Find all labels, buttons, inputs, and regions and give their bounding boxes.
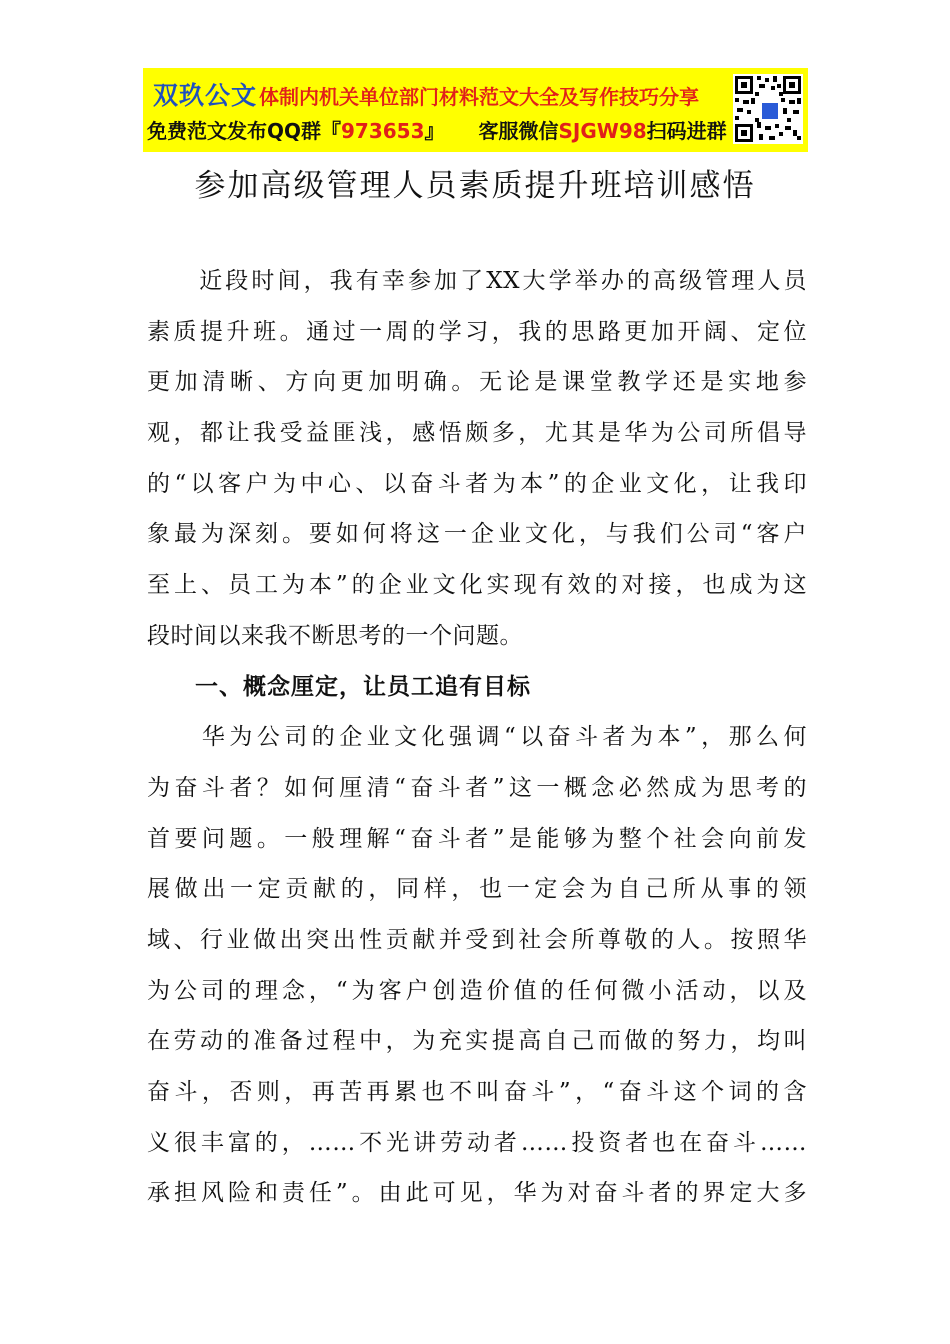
banner-wechat-suffix: 扫码进群 <box>646 119 727 143</box>
body-line: 更加清晰、方向更加明确。无论是课堂教学还是实地参 <box>147 369 807 396</box>
banner-qq-number: 973653 <box>341 119 425 143</box>
qr-code-icon[interactable] <box>733 74 803 144</box>
banner-row-1 <box>153 76 699 112</box>
body-line: 的“以客户为中心、以奋斗者为本”的企业文化，让我印 <box>147 470 807 497</box>
banner-tagline: 体制内机关单位部门材料范文大全及写作技巧分享 <box>259 85 700 109</box>
body-line: 段时间以来我不断思考的一个问题。 <box>147 622 523 649</box>
body-line: 展做出一定贡献的，同样，也一定会为自己所从事的领 <box>147 876 807 903</box>
body-line: 域、行业做出突出性贡献并受到社会所尊敬的人。按照华 <box>147 926 807 953</box>
qr-badge-icon <box>760 101 780 121</box>
body-line: 义很丰富的，……不光讲劳动者……投资者也在奋斗…… <box>147 1129 807 1156</box>
body-line: 素质提升班。通过一周的学习，我的思路更加开阔、定位 <box>147 318 807 345</box>
body-line: 象最为深刻。要如何将这一企业文化，与我们公司“客户 <box>147 521 807 548</box>
banner-row-2 <box>147 115 727 144</box>
body-line: 观，都让我受益匪浅，感悟颇多，尤其是华为公司所倡导 <box>147 420 807 447</box>
body-line: 奋斗，否则，再苦再累也不叫奋斗”，“奋斗这个词的含 <box>147 1079 807 1105</box>
document-body <box>147 256 807 1219</box>
body-line: 华为公司的企业文化强调“以奋斗者为本”，那么何 <box>147 724 807 751</box>
banner-qq-prefix: 免费范文发布QQ群『 <box>147 119 342 143</box>
section-heading: 一、概念厘定，让员工追有目标 <box>147 673 531 700</box>
banner-wechat-prefix: 客服微信 <box>478 119 559 143</box>
body-line: 至上、员工为本”的企业文化实现有效的对接，也成为这 <box>147 572 807 599</box>
body-line: 在劳动的准备过程中，为充实提高自己而做的努力，均叫 <box>147 1028 807 1055</box>
body-line: 为公司的理念，“为客户创造价值的任何微小活动，以及 <box>147 977 807 1004</box>
body-line: 首要问题。一般理解“奋斗者”是能够为整个社会向前发 <box>147 825 807 852</box>
banner-wechat-id: SJGW98 <box>558 119 647 143</box>
body-line: 为奋斗者？如何厘清“奋斗者”这一概念必然成为思考的 <box>147 774 807 801</box>
banner-qq-suffix: 』 <box>424 119 445 143</box>
body-line: 承担风险和责任”。由此可见，华为对奋斗者的界定大多 <box>147 1180 807 1207</box>
body-line: 近段时间，我有幸参加了XX大学举办的高级管理人员 <box>147 268 807 294</box>
document-title: 参加高级管理人员素质提升班培训感悟 <box>194 168 756 204</box>
promo-banner <box>143 68 808 152</box>
banner-brand: 双玖公文 <box>153 81 258 110</box>
